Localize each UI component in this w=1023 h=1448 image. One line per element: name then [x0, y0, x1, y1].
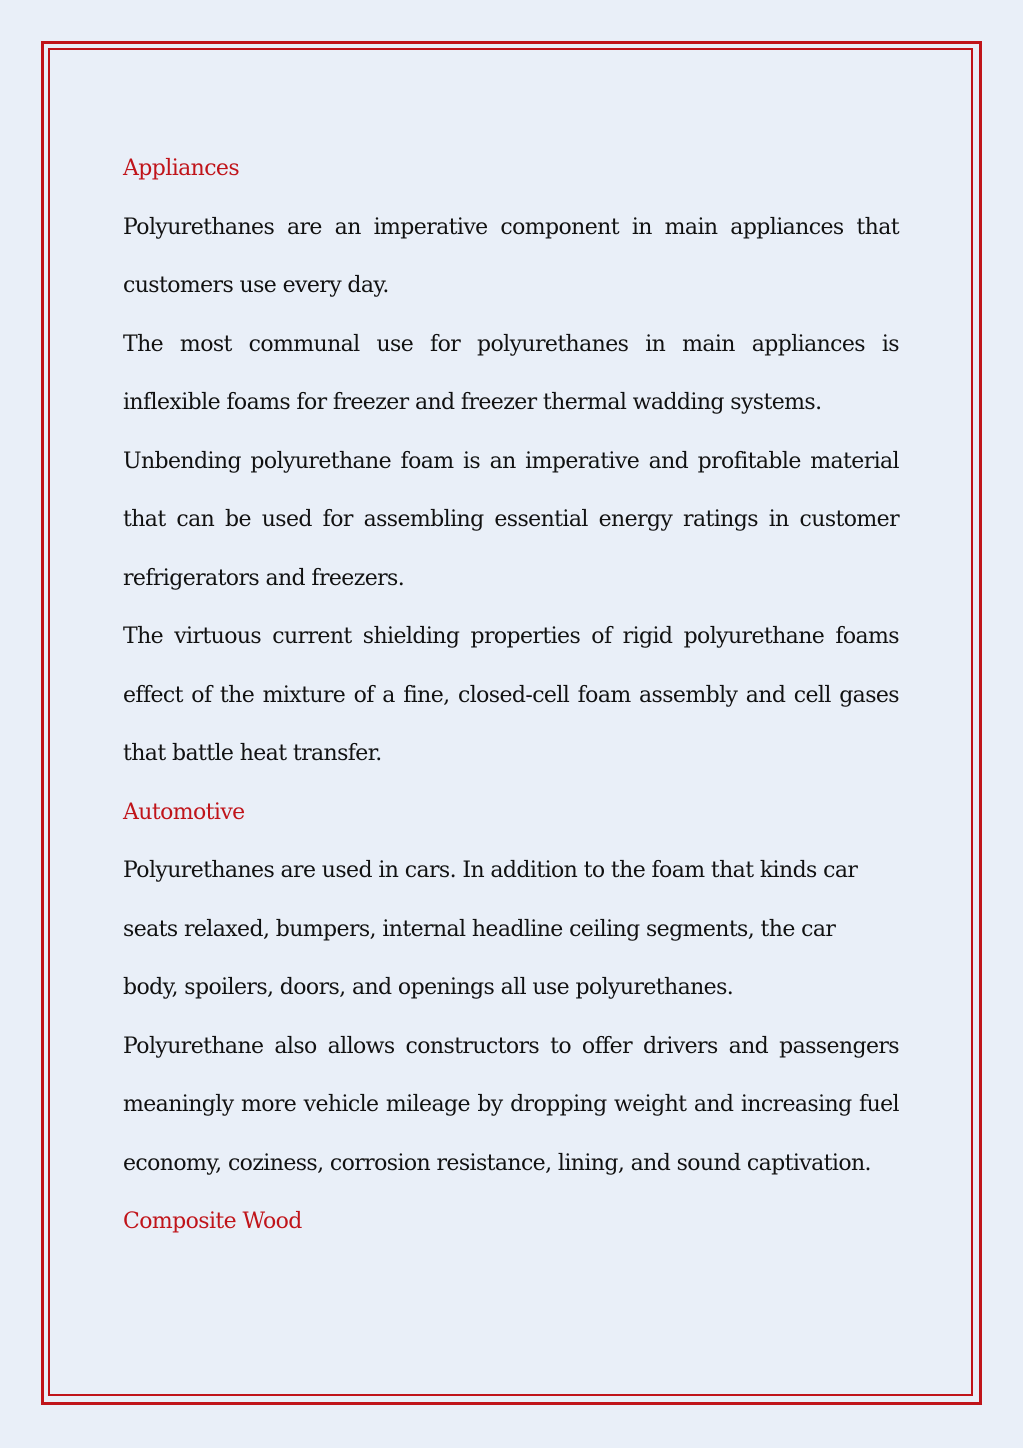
paragraph: Polyurethanes are an imperative component in main appliances that customers use every day.	[123, 214, 899, 298]
paragraph: The most communal use for polyurethanes in main appliances is inflexible foams for freezer and freezer thermal wadding systems.	[123, 331, 899, 415]
section-heading-appliances: Appliances	[123, 156, 240, 181]
paragraph: body, spoilers, doors, and openings all use polyurethanes.	[123, 975, 734, 1000]
paragraph: Polyurethane also allows constructors to offer drivers and passengers meaningly more vehicle mileage by dropping weight and increasing fuel economy, coziness, corrosion resistance, lining, and sound captivation.	[123, 1033, 899, 1176]
paragraph: Unbending polyurethane foam is an imperative and profitable material that can be used for assembling essential energy ratings in customer refrigerators and freezers.	[123, 448, 899, 591]
document-body	[123, 140, 899, 1252]
section-heading-automotive: Automotive	[123, 799, 245, 825]
paragraph: The virtuous current shielding properties of rigid polyurethane foams effect of the mixture of a fine, closed-cell foam assembly and cell gases that battle heat transfer.	[123, 624, 899, 766]
paragraph: Polyurethanes are used in cars. In addition to the foam that kinds car seats relaxed, bumpers, internal headline ceiling segments, the car	[123, 858, 858, 942]
section-heading-composite-wood: Composite Wood	[123, 1209, 302, 1234]
